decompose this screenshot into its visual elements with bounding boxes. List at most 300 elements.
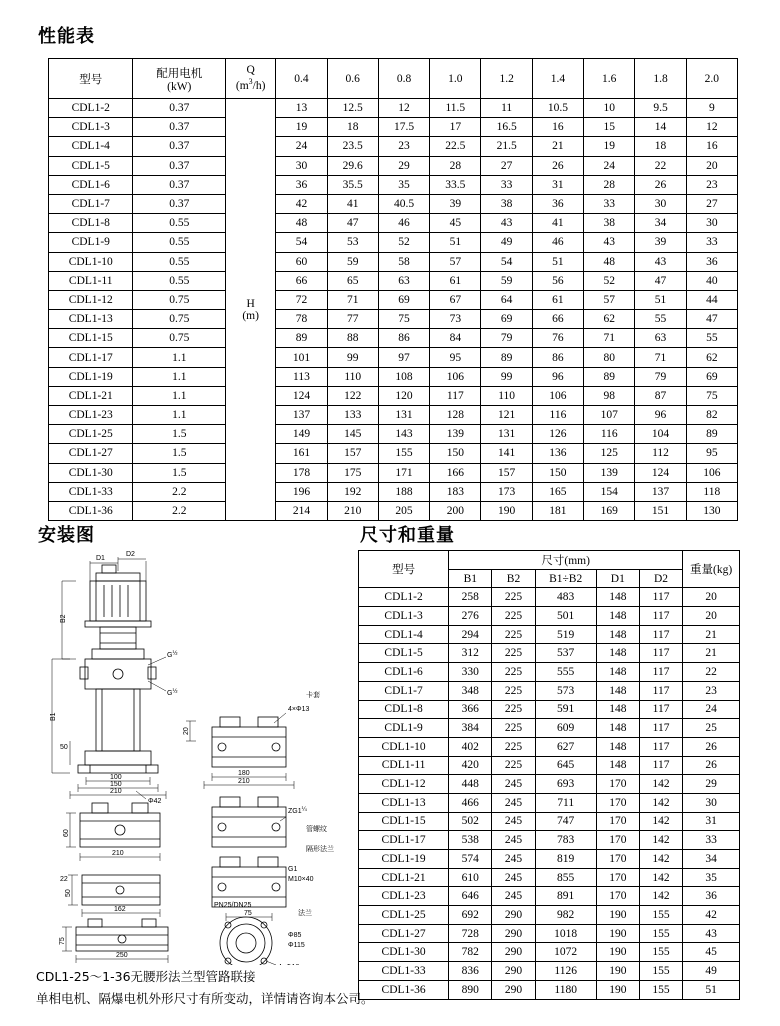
perf-cell-value: 210 — [327, 501, 378, 520]
dim-cell-d1: 170 — [596, 775, 639, 794]
perf-cell-value: 56 — [532, 271, 583, 290]
dim-cell-b1: 276 — [449, 607, 492, 626]
dim-cell-b1: 610 — [449, 868, 492, 887]
dim-cell-b1: 646 — [449, 887, 492, 906]
installation-section-title: 安装图 — [38, 525, 95, 546]
dim-cell-model: CDL1-3 — [359, 607, 449, 626]
perf-cell-value: 66 — [276, 271, 327, 290]
dim-cell-d2: 117 — [639, 700, 682, 719]
perf-cell-value: 63 — [635, 329, 686, 348]
perf-cell-value: 188 — [378, 482, 429, 501]
perf-cell-value: 41 — [327, 194, 378, 213]
dim-cell-model: CDL1-7 — [359, 681, 449, 700]
perf-cell-value: 33 — [584, 194, 635, 213]
perf-cell-value: 87 — [635, 386, 686, 405]
dim-row — [359, 737, 740, 756]
footnotes — [36, 966, 374, 1010]
dim-cell-sum: 609 — [535, 719, 596, 738]
perf-cell-model: CDL1-6 — [49, 175, 133, 194]
perf-cell-value: 48 — [276, 214, 327, 233]
perf-cell-value: 122 — [327, 386, 378, 405]
dim-cell-sum: 591 — [535, 700, 596, 719]
perf-cell-value: 66 — [532, 310, 583, 329]
perf-cell-value: 62 — [686, 348, 737, 367]
perf-cell-value: 42 — [276, 194, 327, 213]
dim-cell-weight: 21 — [683, 625, 740, 644]
perf-cell-value: 64 — [481, 290, 532, 309]
dim-row — [359, 868, 740, 887]
dim-cell-sum: 501 — [535, 607, 596, 626]
dim-cell-b1: 366 — [449, 700, 492, 719]
dim-cell-model: CDL1-25 — [359, 906, 449, 925]
perf-cell-power: 1.5 — [133, 444, 226, 463]
dim-header-size-group: 尺寸(mm) — [449, 551, 683, 570]
dim-cell-b1: 294 — [449, 625, 492, 644]
label-4x18 — [278, 964, 299, 965]
label-g1: G1 — [288, 866, 298, 873]
perf-row — [49, 406, 738, 425]
perf-cell-power: 2.2 — [133, 501, 226, 520]
dim-row — [359, 831, 740, 850]
dim-cell-b1: 330 — [449, 663, 492, 682]
perf-cell-power: 0.37 — [133, 137, 226, 156]
dim-cell-d1: 170 — [596, 831, 639, 850]
perf-cell-value: 59 — [481, 271, 532, 290]
dim-cell-sum: 1180 — [535, 980, 596, 999]
perf-cell-value: 73 — [430, 310, 481, 329]
perf-cell-value: 96 — [635, 406, 686, 425]
perf-cell-value: 23 — [686, 175, 737, 194]
dim-cell-model: CDL1-13 — [359, 793, 449, 812]
perf-cell-value: 34 — [635, 214, 686, 233]
perf-cell-value: 40.5 — [378, 194, 429, 213]
perf-cell-value: 36 — [276, 175, 327, 194]
dim-cell-weight: 42 — [683, 906, 740, 925]
dim-cell-b1: 692 — [449, 906, 492, 925]
perf-cell-value: 120 — [378, 386, 429, 405]
perf-cell-value: 49 — [481, 233, 532, 252]
label-card-sleeve: 卡套 — [306, 691, 320, 699]
perf-row — [49, 386, 738, 405]
dim-cell-d1: 148 — [596, 700, 639, 719]
dim-cell-b1: 384 — [449, 719, 492, 738]
label-phi42: Φ42 — [148, 798, 162, 805]
dim-cell-d1: 148 — [596, 719, 639, 738]
perf-cell-value: 137 — [635, 482, 686, 501]
dim-cell-d1: 170 — [596, 868, 639, 887]
perf-cell-value: 16.5 — [481, 118, 532, 137]
perf-cell-value: 82 — [686, 406, 737, 425]
perf-cell-value: 75 — [686, 386, 737, 405]
perf-cell-value: 40 — [686, 271, 737, 290]
perf-row — [49, 214, 738, 233]
dim-cell-d1: 148 — [596, 737, 639, 756]
dim-210-mid: 210 — [238, 778, 250, 785]
perf-header-flow-3: 1.0 — [430, 59, 481, 99]
dim-cell-d2: 117 — [639, 644, 682, 663]
dim-cell-d2: 142 — [639, 793, 682, 812]
dim-cell-b2: 225 — [492, 681, 535, 700]
dim-cell-d1: 190 — [596, 906, 639, 925]
dim-cell-weight: 20 — [683, 588, 740, 607]
dim-cell-sum: 1018 — [535, 924, 596, 943]
dim-header-col-B1: B1 — [449, 569, 492, 588]
dim-cell-d2: 142 — [639, 812, 682, 831]
perf-cell-value: 106 — [532, 386, 583, 405]
performance-section-title: 性能表 — [38, 26, 95, 47]
dim-cell-b1: 466 — [449, 793, 492, 812]
dim-cell-weight: 21 — [683, 644, 740, 663]
perf-cell-value: 55 — [686, 329, 737, 348]
perf-cell-value: 125 — [584, 444, 635, 463]
perf-cell-value: 44 — [686, 290, 737, 309]
perf-cell-value: 24 — [276, 137, 327, 156]
label-diaphragm-flange: 隔形法兰 — [306, 845, 334, 853]
perf-cell-value: 69 — [686, 367, 737, 386]
perf-cell-value: 46 — [378, 214, 429, 233]
perf-cell-value: 192 — [327, 482, 378, 501]
perf-cell-value: 16 — [686, 137, 737, 156]
perf-header-flow-0: 0.4 — [276, 59, 327, 99]
perf-cell-value: 51 — [635, 290, 686, 309]
perf-cell-value: 107 — [584, 406, 635, 425]
perf-cell-value: 16 — [532, 118, 583, 137]
perf-cell-value: 12 — [686, 118, 737, 137]
dim-row — [359, 644, 740, 663]
perf-cell-power: 1.5 — [133, 425, 226, 444]
dim-cell-b2: 225 — [492, 737, 535, 756]
dim-cell-model: CDL1-23 — [359, 887, 449, 906]
dim-cell-d1: 148 — [596, 607, 639, 626]
perf-row — [49, 290, 738, 309]
dim-cell-weight: 35 — [683, 868, 740, 887]
dim-cell-weight: 30 — [683, 793, 740, 812]
perf-cell-value: 30 — [635, 194, 686, 213]
perf-cell-power: 0.75 — [133, 290, 226, 309]
perf-cell-value: 97 — [378, 348, 429, 367]
perf-cell-value: 171 — [378, 463, 429, 482]
dim-20: 20 — [183, 727, 190, 735]
dim-cell-b2: 225 — [492, 719, 535, 738]
dim-cell-model: CDL1-21 — [359, 868, 449, 887]
perf-cell-power: 0.37 — [133, 99, 226, 118]
perf-cell-value: 57 — [430, 252, 481, 271]
dim-header-model: 型号 — [359, 551, 449, 588]
perf-cell-value: 96 — [532, 367, 583, 386]
perf-cell-model: CDL1-10 — [49, 252, 133, 271]
perf-row — [49, 175, 738, 194]
dim-250: 250 — [116, 952, 128, 959]
perf-cell-model: CDL1-25 — [49, 425, 133, 444]
dim-row — [359, 943, 740, 962]
perf-cell-power: 1.1 — [133, 367, 226, 386]
dim-cell-model: CDL1-6 — [359, 663, 449, 682]
perf-cell-value: 30 — [276, 156, 327, 175]
dim-cell-d2: 142 — [639, 850, 682, 869]
perf-cell-model: CDL1-7 — [49, 194, 133, 213]
perf-cell-value: 57 — [584, 290, 635, 309]
perf-cell-value: 39 — [635, 233, 686, 252]
perf-row — [49, 194, 738, 213]
performance-table — [48, 58, 738, 521]
perf-cell-model: CDL1-19 — [49, 367, 133, 386]
perf-cell-power: 0.37 — [133, 175, 226, 194]
dim-cell-weight: 20 — [683, 607, 740, 626]
perf-row — [49, 367, 738, 386]
dim-cell-b1: 448 — [449, 775, 492, 794]
perf-cell-value: 53 — [327, 233, 378, 252]
perf-cell-value: 76 — [532, 329, 583, 348]
dim-cell-sum: 1072 — [535, 943, 596, 962]
label-d2: D2 — [126, 551, 135, 558]
perf-row — [49, 233, 738, 252]
dim-75: 75 — [244, 910, 252, 917]
perf-cell-model: CDL1-15 — [49, 329, 133, 348]
perf-cell-value: 173 — [481, 482, 532, 501]
dim-cell-model: CDL1-33 — [359, 962, 449, 981]
perf-cell-value: 80 — [584, 348, 635, 367]
perf-cell-value: 95 — [430, 348, 481, 367]
dim-cell-weight: 43 — [683, 924, 740, 943]
perf-cell-value: 200 — [430, 501, 481, 520]
perf-cell-value: 12 — [378, 99, 429, 118]
dim-cell-b2: 245 — [492, 775, 535, 794]
dim-22: 22 — [60, 876, 68, 883]
dim-row — [359, 980, 740, 999]
dim-cell-d1: 170 — [596, 812, 639, 831]
perf-cell-value: 33 — [481, 175, 532, 194]
perf-header-flow-6: 1.6 — [584, 59, 635, 99]
perf-cell-model: CDL1-36 — [49, 501, 133, 520]
perf-cell-value: 101 — [276, 348, 327, 367]
perf-cell-model: CDL1-3 — [49, 118, 133, 137]
dim-cell-d2: 155 — [639, 962, 682, 981]
dim-cell-weight: 51 — [683, 980, 740, 999]
label-pn25: PN25/DN25 — [214, 902, 252, 909]
perf-cell-value: 121 — [481, 406, 532, 425]
dim-50b: 50 — [65, 889, 72, 897]
dim-header-col-D2: D2 — [639, 569, 682, 588]
perf-cell-value: 51 — [430, 233, 481, 252]
dim-cell-model: CDL1-4 — [359, 625, 449, 644]
perf-cell-value: 89 — [686, 425, 737, 444]
perf-cell-value: 33.5 — [430, 175, 481, 194]
dim-cell-d1: 190 — [596, 962, 639, 981]
perf-cell-value: 67 — [430, 290, 481, 309]
perf-cell-value: 20 — [686, 156, 737, 175]
dim-cell-d1: 170 — [596, 887, 639, 906]
dim-cell-model: CDL1-30 — [359, 943, 449, 962]
perf-cell-value: 95 — [686, 444, 737, 463]
perf-cell-value: 10.5 — [532, 99, 583, 118]
dim-cell-model: CDL1-10 — [359, 737, 449, 756]
perf-cell-value: 27 — [481, 156, 532, 175]
perf-header-q: Q $(m^3/h)$ — [226, 59, 276, 99]
perf-cell-value: 21.5 — [481, 137, 532, 156]
dim-cell-model: CDL1-27 — [359, 924, 449, 943]
dim-cell-b1: 420 — [449, 756, 492, 775]
perf-cell-value: 54 — [481, 252, 532, 271]
dim-cell-b2: 290 — [492, 943, 535, 962]
dimensions-section-title: 尺寸和重量 — [360, 525, 455, 546]
perf-cell-value: 26 — [635, 175, 686, 194]
perf-cell-value: 79 — [481, 329, 532, 348]
dim-cell-d2: 117 — [639, 719, 682, 738]
perf-cell-value: 28 — [430, 156, 481, 175]
perf-cell-value: 22.5 — [430, 137, 481, 156]
dim-cell-sum: 783 — [535, 831, 596, 850]
perf-cell-value: 137 — [276, 406, 327, 425]
dim-cell-b2: 225 — [492, 644, 535, 663]
dim-cell-b2: 225 — [492, 625, 535, 644]
perf-header-motor: 配用电机 (kW) — [133, 59, 226, 99]
dim-cell-d1: 170 — [596, 793, 639, 812]
dim-cell-weight: 31 — [683, 812, 740, 831]
perf-cell-power: 0.55 — [133, 233, 226, 252]
perf-cell-value: 28 — [584, 175, 635, 194]
dim-cell-d1: 148 — [596, 644, 639, 663]
perf-cell-value: 89 — [276, 329, 327, 348]
perf-cell-value: 48 — [584, 252, 635, 271]
dim-cell-b2: 290 — [492, 980, 535, 999]
dim-row — [359, 793, 740, 812]
dim-cell-model: CDL1-5 — [359, 644, 449, 663]
perf-cell-value: 10 — [584, 99, 635, 118]
dim-cell-b2: 225 — [492, 588, 535, 607]
perf-cell-value: 149 — [276, 425, 327, 444]
perf-cell-value: 38 — [584, 214, 635, 233]
dim-cell-d2: 117 — [639, 756, 682, 775]
dim-cell-model: CDL1-12 — [359, 775, 449, 794]
perf-header-flow-1: 0.6 — [327, 59, 378, 99]
label-b1: B1 — [50, 712, 57, 721]
perf-row — [49, 252, 738, 271]
perf-row — [49, 501, 738, 520]
perf-cell-model: CDL1-2 — [49, 99, 133, 118]
dim-cell-b1: 402 — [449, 737, 492, 756]
dim-cell-model: CDL1-11 — [359, 756, 449, 775]
perf-cell-value: 9.5 — [635, 99, 686, 118]
dim-cell-b2: 225 — [492, 663, 535, 682]
dim-cell-b1: 538 — [449, 831, 492, 850]
perf-cell-value: 79 — [635, 367, 686, 386]
dim-cell-model: CDL1-17 — [359, 831, 449, 850]
dim-row — [359, 663, 740, 682]
perf-cell-model: CDL1-12 — [49, 290, 133, 309]
perf-cell-value: 46 — [532, 233, 583, 252]
perf-cell-value: 145 — [327, 425, 378, 444]
perf-cell-value: 161 — [276, 444, 327, 463]
perf-cell-value: 75 — [378, 310, 429, 329]
perf-cell-value: 126 — [532, 425, 583, 444]
perf-cell-value: 27 — [686, 194, 737, 213]
perf-cell-value: 155 — [378, 444, 429, 463]
perf-cell-value: 124 — [635, 463, 686, 482]
dim-cell-d1: 170 — [596, 850, 639, 869]
dim-cell-model: CDL1-2 — [359, 588, 449, 607]
perf-cell-power: 0.37 — [133, 194, 226, 213]
perf-cell-value: 86 — [532, 348, 583, 367]
dim-cell-weight: 29 — [683, 775, 740, 794]
perf-header-flow-8: 2.0 — [686, 59, 737, 99]
dim-cell-d2: 155 — [639, 924, 682, 943]
perf-cell-model: CDL1-17 — [49, 348, 133, 367]
perf-cell-value: 51 — [532, 252, 583, 271]
perf-cell-value: 18 — [327, 118, 378, 137]
perf-cell-power: 0.55 — [133, 252, 226, 271]
perf-cell-value: 29 — [378, 156, 429, 175]
perf-cell-value: 78 — [276, 310, 327, 329]
perf-cell-value: 17.5 — [378, 118, 429, 137]
dim-cell-weight: 36 — [683, 887, 740, 906]
label-phi85: Φ85 — [288, 932, 302, 939]
dim-cell-b2: 245 — [492, 868, 535, 887]
perf-cell-value: 141 — [481, 444, 532, 463]
dim-cell-weight: 24 — [683, 700, 740, 719]
dim-cell-d1: 190 — [596, 924, 639, 943]
perf-cell-power: 0.55 — [133, 214, 226, 233]
perf-row — [49, 156, 738, 175]
dim-row — [359, 924, 740, 943]
dim-cell-model: CDL1-15 — [359, 812, 449, 831]
perf-cell-value: 124 — [276, 386, 327, 405]
label-phi115: Φ115 — [288, 942, 305, 949]
perf-cell-value: 15 — [584, 118, 635, 137]
dim-cell-d2: 142 — [639, 868, 682, 887]
perf-cell-model: CDL1-13 — [49, 310, 133, 329]
dim-cell-d1: 148 — [596, 681, 639, 700]
dim-cell-sum: 555 — [535, 663, 596, 682]
perf-cell-value: 205 — [378, 501, 429, 520]
dim-row — [359, 700, 740, 719]
dim-75b: 75 — [59, 937, 66, 945]
perf-cell-value: 52 — [378, 233, 429, 252]
dim-cell-sum: 711 — [535, 793, 596, 812]
dim-180: 180 — [238, 770, 250, 777]
perf-header-flow-4: 1.2 — [481, 59, 532, 99]
perf-cell-value: 54 — [276, 233, 327, 252]
dim-cell-b1: 312 — [449, 644, 492, 663]
dim-cell-d1: 148 — [596, 756, 639, 775]
perf-cell-value: 175 — [327, 463, 378, 482]
dim-cell-sum: 891 — [535, 887, 596, 906]
perf-row — [49, 482, 738, 501]
perf-cell-model: CDL1-4 — [49, 137, 133, 156]
dimensions-table — [358, 550, 740, 1000]
perf-cell-value: 47 — [635, 271, 686, 290]
perf-cell-model: CDL1-23 — [49, 406, 133, 425]
perf-cell-value: 58 — [378, 252, 429, 271]
perf-cell-model: CDL1-9 — [49, 233, 133, 252]
perf-cell-value: 131 — [378, 406, 429, 425]
perf-cell-value: 89 — [584, 367, 635, 386]
perf-cell-value: 71 — [327, 290, 378, 309]
perf-cell-value: 12.5 — [327, 99, 378, 118]
perf-row — [49, 118, 738, 137]
label-g-lower: G½ — [167, 689, 178, 697]
perf-row — [49, 329, 738, 348]
perf-cell-power: 1.1 — [133, 406, 226, 425]
dim-cell-d1: 148 — [596, 663, 639, 682]
perf-cell-value: 110 — [327, 367, 378, 386]
dim-cell-d2: 142 — [639, 831, 682, 850]
dim-cell-d2: 155 — [639, 906, 682, 925]
perf-cell-value: 133 — [327, 406, 378, 425]
perf-row — [49, 425, 738, 444]
perf-cell-value: 24 — [584, 156, 635, 175]
dim-cell-weight: 33 — [683, 831, 740, 850]
perf-cell-value: 19 — [584, 137, 635, 156]
